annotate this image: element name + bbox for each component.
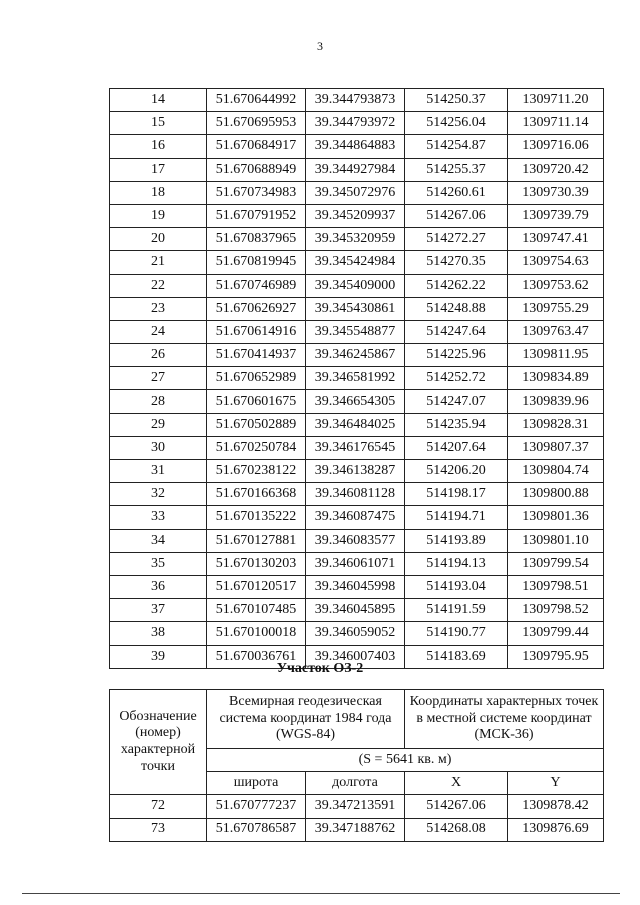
table-row bbox=[110, 204, 604, 227]
latitude-cell: 51.670837965 bbox=[207, 228, 306, 251]
table-row bbox=[110, 390, 604, 413]
longitude-cell: 39.346245867 bbox=[306, 344, 405, 367]
point-number-cell: 28 bbox=[110, 390, 207, 413]
y-coordinate-cell: 1309730.39 bbox=[508, 181, 604, 204]
point-number-cell: 24 bbox=[110, 320, 207, 343]
point-number-cell: 22 bbox=[110, 274, 207, 297]
point-number-cell: 31 bbox=[110, 460, 207, 483]
latitude-cell: 51.670502889 bbox=[207, 413, 306, 436]
point-number-cell: 30 bbox=[110, 436, 207, 459]
table-row bbox=[110, 320, 604, 343]
y-coordinate-cell: 1309811.95 bbox=[508, 344, 604, 367]
table-row bbox=[110, 251, 604, 274]
y-coordinate-cell: 1309763.47 bbox=[508, 320, 604, 343]
table-row bbox=[110, 622, 604, 645]
point-number-cell: 17 bbox=[110, 158, 207, 181]
x-coordinate-cell: 514190.77 bbox=[405, 622, 508, 645]
latitude-cell: 51.670819945 bbox=[207, 251, 306, 274]
x-coordinate-cell: 514247.07 bbox=[405, 390, 508, 413]
page-number: 3 bbox=[317, 39, 323, 53]
x-coordinate-cell: 514207.64 bbox=[405, 436, 508, 459]
longitude-cell: 39.344793873 bbox=[306, 89, 405, 112]
latitude-cell: 51.670777237 bbox=[207, 795, 306, 819]
y-coordinate-cell: 1309799.44 bbox=[508, 622, 604, 645]
x-coordinate-cell: 514198.17 bbox=[405, 483, 508, 506]
longitude-cell: 39.346581992 bbox=[306, 367, 405, 390]
section-title: Участок ОЗ-2 bbox=[276, 661, 364, 676]
latitude-cell: 51.670601675 bbox=[207, 390, 306, 413]
point-number-cell: 27 bbox=[110, 367, 207, 390]
point-number-cell: 15 bbox=[110, 112, 207, 135]
y-coordinate-cell: 1309800.88 bbox=[508, 483, 604, 506]
table-row bbox=[110, 367, 604, 390]
longitude-cell: 39.345430861 bbox=[306, 297, 405, 320]
longitude-cell: 39.346007403 bbox=[306, 645, 405, 668]
table-row bbox=[110, 274, 604, 297]
latitude-cell: 51.670250784 bbox=[207, 436, 306, 459]
y-coordinate-cell: 1309878.42 bbox=[508, 795, 604, 819]
point-number-cell: 32 bbox=[110, 483, 207, 506]
x-coordinate-cell: 514262.22 bbox=[405, 274, 508, 297]
longitude-cell: 39.346654305 bbox=[306, 390, 405, 413]
latitude-cell: 51.670238122 bbox=[207, 460, 306, 483]
x-coordinate-cell: 514272.27 bbox=[405, 228, 508, 251]
header-x: X bbox=[405, 772, 508, 795]
latitude-cell: 51.670414937 bbox=[207, 344, 306, 367]
longitude-cell: 39.346045895 bbox=[306, 599, 405, 622]
y-coordinate-cell: 1309747.41 bbox=[508, 228, 604, 251]
longitude-cell: 39.346087475 bbox=[306, 506, 405, 529]
longitude-cell: 39.347213591 bbox=[306, 795, 405, 819]
latitude-cell: 51.670644992 bbox=[207, 89, 306, 112]
y-coordinate-cell: 1309716.06 bbox=[508, 135, 604, 158]
longitude-cell: 39.346176545 bbox=[306, 436, 405, 459]
x-coordinate-cell: 514252.72 bbox=[405, 367, 508, 390]
point-number-cell: 18 bbox=[110, 181, 207, 204]
table-row bbox=[110, 89, 604, 112]
point-number-cell: 37 bbox=[110, 599, 207, 622]
y-coordinate-cell: 1309876.69 bbox=[508, 818, 604, 842]
y-coordinate-cell: 1309720.42 bbox=[508, 158, 604, 181]
point-number-cell: 20 bbox=[110, 228, 207, 251]
y-coordinate-cell: 1309711.20 bbox=[508, 89, 604, 112]
y-coordinate-cell: 1309804.74 bbox=[508, 460, 604, 483]
table-row bbox=[110, 599, 604, 622]
latitude-cell: 51.670746989 bbox=[207, 274, 306, 297]
table-row bbox=[110, 135, 604, 158]
point-number-cell: 33 bbox=[110, 506, 207, 529]
x-coordinate-cell: 514183.69 bbox=[405, 645, 508, 668]
point-number-cell: 72 bbox=[110, 795, 207, 819]
latitude-cell: 51.670684917 bbox=[207, 135, 306, 158]
y-coordinate-cell: 1309807.37 bbox=[508, 436, 604, 459]
table-header-row bbox=[110, 690, 604, 749]
latitude-cell: 51.670695953 bbox=[207, 112, 306, 135]
longitude-cell: 39.346059052 bbox=[306, 622, 405, 645]
header-wgs84: Всемирная геодезическая система координат 1984 года (WGS-84) bbox=[207, 690, 405, 749]
header-longitude: долгота bbox=[306, 772, 405, 795]
point-number-cell: 29 bbox=[110, 413, 207, 436]
table-row bbox=[110, 818, 604, 842]
longitude-cell: 39.346138287 bbox=[306, 460, 405, 483]
longitude-cell: 39.346081128 bbox=[306, 483, 405, 506]
y-coordinate-cell: 1309839.96 bbox=[508, 390, 604, 413]
y-coordinate-cell: 1309801.10 bbox=[508, 529, 604, 552]
coordinates-table-continued bbox=[109, 88, 604, 669]
header-msk36: Координаты характерных точек в местной системе координат (МСК-36) bbox=[405, 690, 604, 749]
x-coordinate-cell: 514248.88 bbox=[405, 297, 508, 320]
point-number-cell: 38 bbox=[110, 622, 207, 645]
latitude-cell: 51.670626927 bbox=[207, 297, 306, 320]
longitude-cell: 39.345209937 bbox=[306, 204, 405, 227]
latitude-cell: 51.670036761 bbox=[207, 645, 306, 668]
y-coordinate-cell: 1309755.29 bbox=[508, 297, 604, 320]
x-coordinate-cell: 514193.89 bbox=[405, 529, 508, 552]
header-point-designation: Обозначение (номер) характерной точки bbox=[110, 690, 207, 795]
longitude-cell: 39.345548877 bbox=[306, 320, 405, 343]
point-number-cell: 36 bbox=[110, 575, 207, 598]
table-row bbox=[110, 112, 604, 135]
latitude-cell: 51.670130203 bbox=[207, 552, 306, 575]
longitude-cell: 39.344927984 bbox=[306, 158, 405, 181]
x-coordinate-cell: 514270.35 bbox=[405, 251, 508, 274]
coordinates-table-oz2 bbox=[109, 689, 604, 842]
table-row bbox=[110, 344, 604, 367]
point-number-cell: 19 bbox=[110, 204, 207, 227]
point-number-cell: 21 bbox=[110, 251, 207, 274]
latitude-cell: 51.670652989 bbox=[207, 367, 306, 390]
y-coordinate-cell: 1309828.31 bbox=[508, 413, 604, 436]
y-coordinate-cell: 1309795.95 bbox=[508, 645, 604, 668]
x-coordinate-cell: 514193.04 bbox=[405, 575, 508, 598]
point-number-cell: 35 bbox=[110, 552, 207, 575]
latitude-cell: 51.670791952 bbox=[207, 204, 306, 227]
table-row bbox=[110, 795, 604, 819]
point-number-cell: 39 bbox=[110, 645, 207, 668]
x-coordinate-cell: 514250.37 bbox=[405, 89, 508, 112]
header-latitude: широта bbox=[207, 772, 306, 795]
table-row bbox=[110, 529, 604, 552]
table-row bbox=[110, 413, 604, 436]
point-number-cell: 34 bbox=[110, 529, 207, 552]
table-row bbox=[110, 158, 604, 181]
x-coordinate-cell: 514267.06 bbox=[405, 795, 508, 819]
x-coordinate-cell: 514194.13 bbox=[405, 552, 508, 575]
x-coordinate-cell: 514206.20 bbox=[405, 460, 508, 483]
area-value: (S = 5641 кв. м) bbox=[207, 749, 604, 772]
x-coordinate-cell: 514268.08 bbox=[405, 818, 508, 842]
y-coordinate-cell: 1309799.54 bbox=[508, 552, 604, 575]
x-coordinate-cell: 514191.59 bbox=[405, 599, 508, 622]
y-coordinate-cell: 1309801.36 bbox=[508, 506, 604, 529]
longitude-cell: 39.345424984 bbox=[306, 251, 405, 274]
latitude-cell: 51.670100018 bbox=[207, 622, 306, 645]
longitude-cell: 39.344793972 bbox=[306, 112, 405, 135]
y-coordinate-cell: 1309753.62 bbox=[508, 274, 604, 297]
longitude-cell: 39.345320959 bbox=[306, 228, 405, 251]
x-coordinate-cell: 514235.94 bbox=[405, 413, 508, 436]
y-coordinate-cell: 1309834.89 bbox=[508, 367, 604, 390]
x-coordinate-cell: 514247.64 bbox=[405, 320, 508, 343]
y-coordinate-cell: 1309798.52 bbox=[508, 599, 604, 622]
x-coordinate-cell: 514255.37 bbox=[405, 158, 508, 181]
point-number-cell: 26 bbox=[110, 344, 207, 367]
latitude-cell: 51.670135222 bbox=[207, 506, 306, 529]
longitude-cell: 39.346083577 bbox=[306, 529, 405, 552]
longitude-cell: 39.344864883 bbox=[306, 135, 405, 158]
longitude-cell: 39.345072976 bbox=[306, 181, 405, 204]
latitude-cell: 51.670120517 bbox=[207, 575, 306, 598]
point-number-cell: 23 bbox=[110, 297, 207, 320]
x-coordinate-cell: 514267.06 bbox=[405, 204, 508, 227]
point-number-cell: 16 bbox=[110, 135, 207, 158]
longitude-cell: 39.345409000 bbox=[306, 274, 405, 297]
x-coordinate-cell: 514254.87 bbox=[405, 135, 508, 158]
table-row bbox=[110, 552, 604, 575]
y-coordinate-cell: 1309739.79 bbox=[508, 204, 604, 227]
latitude-cell: 51.670614916 bbox=[207, 320, 306, 343]
x-coordinate-cell: 514225.96 bbox=[405, 344, 508, 367]
longitude-cell: 39.346484025 bbox=[306, 413, 405, 436]
x-coordinate-cell: 514260.61 bbox=[405, 181, 508, 204]
longitude-cell: 39.347188762 bbox=[306, 818, 405, 842]
latitude-cell: 51.670127881 bbox=[207, 529, 306, 552]
latitude-cell: 51.670107485 bbox=[207, 599, 306, 622]
x-coordinate-cell: 514256.04 bbox=[405, 112, 508, 135]
y-coordinate-cell: 1309798.51 bbox=[508, 575, 604, 598]
longitude-cell: 39.346045998 bbox=[306, 575, 405, 598]
table-row bbox=[110, 575, 604, 598]
table-row bbox=[110, 297, 604, 320]
y-coordinate-cell: 1309754.63 bbox=[508, 251, 604, 274]
table-row bbox=[110, 181, 604, 204]
table-row bbox=[110, 483, 604, 506]
longitude-cell: 39.346061071 bbox=[306, 552, 405, 575]
bottom-divider bbox=[22, 893, 620, 894]
latitude-cell: 51.670688949 bbox=[207, 158, 306, 181]
point-number-cell: 14 bbox=[110, 89, 207, 112]
table-row bbox=[110, 506, 604, 529]
point-number-cell: 73 bbox=[110, 818, 207, 842]
latitude-cell: 51.670734983 bbox=[207, 181, 306, 204]
latitude-cell: 51.670786587 bbox=[207, 818, 306, 842]
latitude-cell: 51.670166368 bbox=[207, 483, 306, 506]
table-row bbox=[110, 228, 604, 251]
y-coordinate-cell: 1309711.14 bbox=[508, 112, 604, 135]
x-coordinate-cell: 514194.71 bbox=[405, 506, 508, 529]
table-row bbox=[110, 460, 604, 483]
header-y: Y bbox=[508, 772, 604, 795]
table-row bbox=[110, 436, 604, 459]
